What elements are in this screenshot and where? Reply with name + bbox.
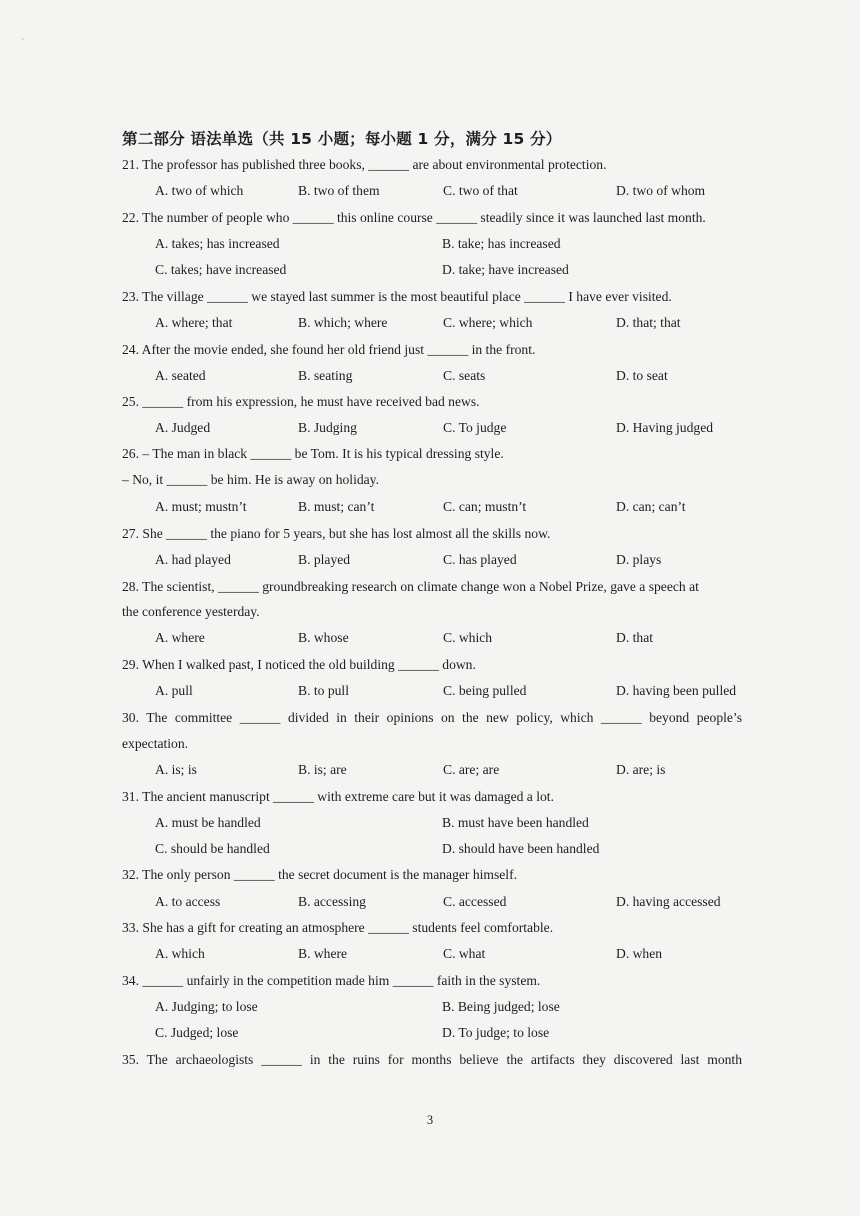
question-33-stem: 33. She has a gift for creating an atmosphere ______ students feel comfortable. — [122, 920, 554, 935]
question-28-stem: 28. The scientist, ______ groundbreaking research on climate change won a Nobel Prize, gave a speech at — [122, 579, 699, 594]
question-23-option-b: B. which; where — [298, 315, 388, 330]
question-31-stem: 31. The ancient manuscript ______ with extreme care but it was damaged a lot. — [122, 789, 554, 804]
question-28-option-a: A. where — [155, 630, 205, 645]
question-30-stem: 30. The committee ______ divided in their opinions on the new policy, which ______ beyond people’s — [122, 710, 742, 725]
question-32-option-a: A. to access — [155, 894, 221, 909]
question-34-option-d: D. To judge; to lose — [442, 1025, 550, 1040]
question-22-stem: 22. The number of people who ______ this online course ______ steadily since it was launched last month. — [122, 210, 706, 225]
question-34-stem: 34. ______ unfairly in the competition made him ______ faith in the system. — [122, 973, 541, 988]
question-30-stem-continued: expectation. — [122, 736, 189, 751]
question-24-option-c: C. seats — [443, 368, 486, 383]
question-33-option-c: C. what — [443, 946, 486, 961]
question-30-option-c: C. are; are — [443, 762, 500, 777]
question-22-option-a: A. takes; has increased — [155, 236, 280, 251]
page-number: 3 — [426, 1113, 434, 1127]
question-24-stem: 24. After the movie ended, she found her old friend just ______ in the front. — [122, 342, 536, 357]
question-21-option-c: C. two of that — [443, 183, 518, 198]
question-28-option-d: D. that — [616, 630, 653, 645]
question-27-option-c: C. has played — [443, 552, 517, 567]
question-23-option-d: D. that; that — [616, 315, 681, 330]
question-26-stem: 26. – The man in black ______ be Tom. It is his typical dressing style. — [122, 446, 504, 461]
question-31-option-a: A. must be handled — [155, 815, 261, 830]
question-34-option-b: B. Being judged; lose — [442, 999, 560, 1014]
question-34-option-c: C. Judged; lose — [155, 1025, 239, 1040]
question-21-option-d: D. two of whom — [616, 183, 706, 198]
question-30-option-b: B. is; are — [298, 762, 347, 777]
question-21-option-b: B. two of them — [298, 183, 380, 198]
question-25-option-b: B. Judging — [298, 420, 357, 435]
question-27-stem: 27. She ______ the piano for 5 years, but she has lost almost all the skills now. — [122, 526, 551, 541]
section-title: 第二部分 语法单选（共 15 小题；每小题 1 分，满分 15 分） — [122, 130, 562, 148]
question-27-option-d: D. plays — [616, 552, 662, 567]
question-35-stem: 35. The archaeologists ______ in the ruins for months believe the artifacts they discovered last month — [122, 1052, 742, 1067]
question-32-option-b: B. accessing — [298, 894, 366, 909]
question-26-option-c: C. can; mustn’t — [443, 499, 527, 514]
question-27-option-a: A. had played — [155, 552, 231, 567]
scan-speck — [22, 38, 24, 40]
question-33-option-a: A. which — [155, 946, 205, 961]
question-23-option-a: A. where; that — [155, 315, 233, 330]
question-22-option-c: C. takes; have increased — [155, 262, 287, 277]
question-25-option-c: C. To judge — [443, 420, 507, 435]
question-31-option-c: C. should be handled — [155, 841, 270, 856]
question-30-option-d: D. are; is — [616, 762, 666, 777]
question-31-option-d: D. should have been handled — [442, 841, 600, 856]
question-24-option-b: B. seating — [298, 368, 353, 383]
question-25-option-a: A. Judged — [155, 420, 211, 435]
question-33-option-b: B. where — [298, 946, 348, 961]
question-29-option-c: C. being pulled — [443, 683, 527, 698]
question-27-option-b: B. played — [298, 552, 351, 567]
question-26-stem-reply: – No, it ______ be him. He is away on holiday. — [122, 472, 379, 487]
question-28-option-b: B. whose — [298, 630, 349, 645]
question-29-option-d: D. having been pulled — [616, 683, 737, 698]
question-26-option-d: D. can; can’t — [616, 499, 686, 514]
question-32-option-d: D. having accessed — [616, 894, 721, 909]
question-30-option-a: A. is; is — [155, 762, 197, 777]
question-29-stem: 29. When I walked past, I noticed the old building ______ down. — [122, 657, 476, 672]
question-25-option-d: D. Having judged — [616, 420, 714, 435]
question-23-stem: 23. The village ______ we stayed last summer is the most beautiful place ______ I have ever visited. — [122, 289, 672, 304]
question-29-option-a: A. pull — [155, 683, 193, 698]
question-32-stem: 32. The only person ______ the secret document is the manager himself. — [122, 867, 518, 882]
question-22-option-d: D. take; have increased — [442, 262, 569, 277]
question-26-option-b: B. must; can’t — [298, 499, 375, 514]
question-22-option-b: B. take; has increased — [442, 236, 561, 251]
question-32-option-c: C. accessed — [443, 894, 507, 909]
question-21-stem: 21. The professor has published three books, ______ are about environmental protection. — [122, 157, 607, 172]
question-33-option-d: D. when — [616, 946, 663, 961]
question-34-option-a: A. Judging; to lose — [155, 999, 258, 1014]
question-28-stem-continued: the conference yesterday. — [122, 604, 260, 619]
question-28-option-c: C. which — [443, 630, 493, 645]
question-21-option-a: A. two of which — [155, 183, 244, 198]
question-31-option-b: B. must have been handled — [442, 815, 589, 830]
question-26-option-a: A. must; mustn’t — [155, 499, 247, 514]
question-29-option-b: B. to pull — [298, 683, 349, 698]
question-24-option-d: D. to seat — [616, 368, 668, 383]
question-25-stem: 25. ______ from his expression, he must have received bad news. — [122, 394, 480, 409]
question-24-option-a: A. seated — [155, 368, 206, 383]
question-23-option-c: C. where; which — [443, 315, 533, 330]
